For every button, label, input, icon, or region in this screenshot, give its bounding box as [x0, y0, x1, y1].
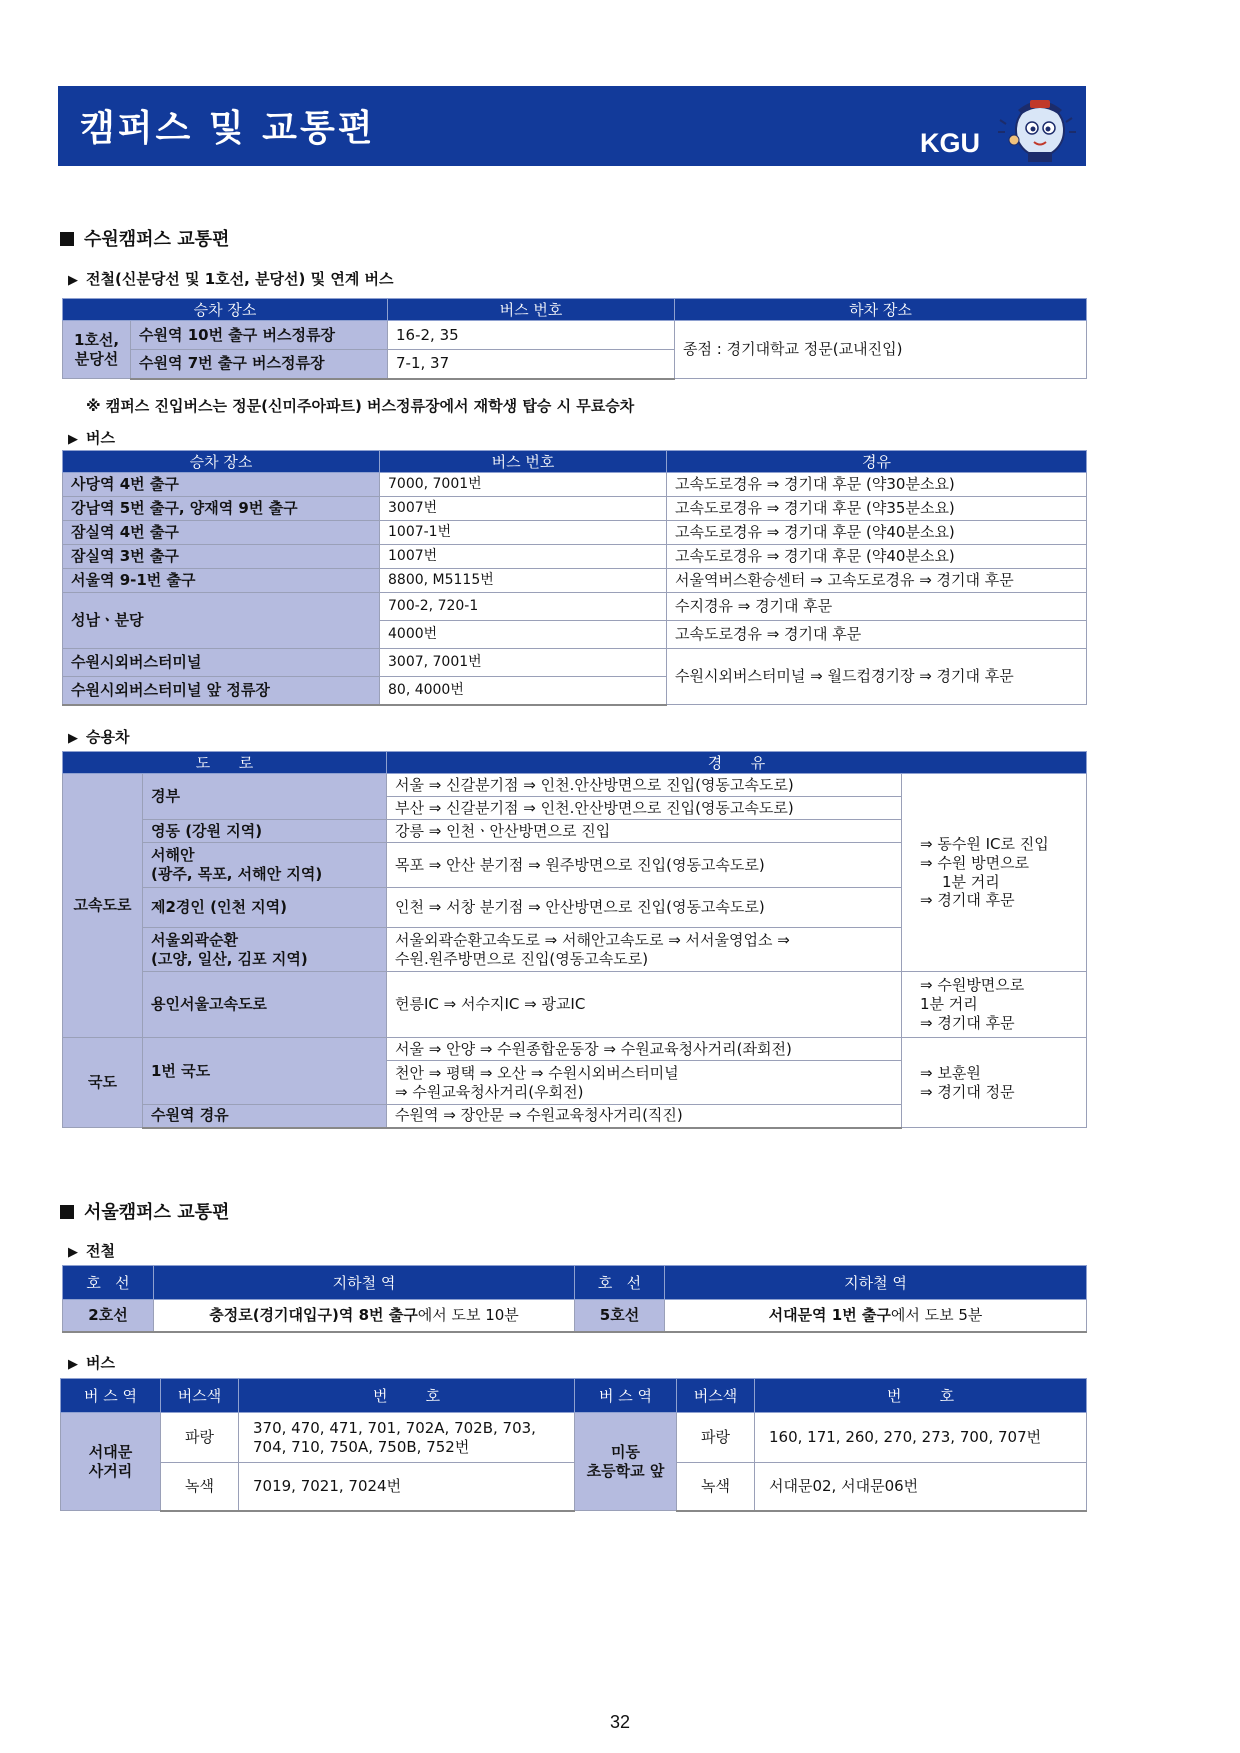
bus-number-cell: 370, 470, 471, 701, 702A, 702B, 703, 704, 710, 750A, 750B, 752번 — [239, 1413, 575, 1463]
route-cell: 서울외곽순환고속도로 ⇒ 서해안고속도로 ⇒ 서서울영업소 ⇒ 수원.원주방면으로 진입(영동고속도로) — [387, 928, 902, 972]
route-cell: 서울 ⇒ 안양 ⇒ 수원종합운동장 ⇒ 수원교육청사거리(좌회전) — [387, 1038, 902, 1061]
suwon-bus-subtitle: ▶ 버스 — [68, 429, 115, 447]
stop-cell: 사당역 4번 출구 — [63, 473, 380, 497]
stop-cell: 수원시외버스터미널 앞 정류장 — [63, 677, 380, 705]
header-road: 도 로 — [63, 752, 387, 774]
national-destination: ⇒ 보훈원 ⇒ 경기대 정문 — [902, 1038, 1087, 1128]
bus-number-cell: 서대문02, 서대문06번 — [755, 1463, 1087, 1511]
bus-color-cell: 파랑 — [677, 1413, 755, 1463]
via-cell: 고속도로경유 ⇒ 경기대 후문 — [667, 621, 1087, 649]
bus-cell: 700-2, 720-1 — [380, 593, 667, 621]
suwon-car-table — [62, 751, 1087, 1129]
header-number: 번 호 — [755, 1379, 1087, 1413]
route-cell: 수원역 ⇒ 장안문 ⇒ 수원교육청사거리(직진) — [387, 1105, 902, 1128]
stop-cell: 잠실역 4번 출구 — [63, 521, 380, 545]
bus-cell: 7-1, 37 — [388, 350, 675, 379]
via-cell: 고속도로경유 ⇒ 경기대 후문 (약40분소요) — [667, 521, 1087, 545]
header-boarding: 승차 장소 — [63, 299, 388, 321]
seoul-section-title: 서울캠퍼스 교통편 — [60, 1198, 229, 1224]
header-line: 호 선 — [63, 1266, 154, 1300]
suwon-subway-subtitle: ▶ 전철(신분당선 및 1호선, 분당선) 및 연계 버스 — [68, 270, 394, 288]
bus-stop-cell: 서대문 사거리 — [61, 1413, 161, 1511]
header-line: 호 선 — [575, 1266, 665, 1300]
stop-cell: 수원역 7번 출구 버스정류장 — [131, 350, 388, 379]
bus-cell: 8800, M5115번 — [380, 569, 667, 593]
seoul-subway-subtitle: ▶ 전철 — [68, 1242, 115, 1260]
highway-label: 고속도로 — [63, 774, 143, 1038]
header-bus-stop: 버 스 역 — [61, 1379, 161, 1413]
road-name: 수원역 경유 — [143, 1105, 387, 1128]
station-cell: 충정로(경기대입구)역 8번 출구에서 도보 10분 — [154, 1300, 575, 1332]
header-bus-color: 버스색 — [161, 1379, 239, 1413]
header-banner — [58, 86, 1086, 166]
header-via: 경유 — [667, 451, 1087, 473]
stop-cell: 서울역 9-1번 출구 — [63, 569, 380, 593]
stop-cell: 강남역 5번 출구, 양재역 9번 출구 — [63, 497, 380, 521]
route-cell: 강릉 ⇒ 인천ㆍ안산방면으로 진입 — [387, 820, 902, 843]
via-cell: 서울역버스환승센터 ⇒ 고속도로경유 ⇒ 경기대 후문 — [667, 569, 1087, 593]
seoul-subway-table — [62, 1265, 1087, 1333]
road-name: 1번 국도 — [143, 1038, 387, 1105]
route-cell: 부산 ⇒ 신갈분기점 ⇒ 인천.안산방면으로 진입(영동고속도로) — [387, 797, 902, 820]
road-name: 서울외곽순환 (고양, 일산, 김포 지역) — [143, 928, 387, 972]
header-station: 지하철 역 — [665, 1266, 1087, 1300]
bus-color-cell: 파랑 — [161, 1413, 239, 1463]
via-cell: 고속도로경유 ⇒ 경기대 후문 (약30분소요) — [667, 473, 1087, 497]
mascot-icon — [994, 90, 1084, 164]
line-cell: 2호선 — [63, 1300, 154, 1332]
via-cell: 고속도로경유 ⇒ 경기대 후문 (약35분소요) — [667, 497, 1087, 521]
header-bus-number: 버스 번호 — [388, 299, 675, 321]
kgu-logo-text: KGU — [920, 128, 980, 158]
suwon-subway-table — [62, 298, 1087, 380]
header-alighting: 하차 장소 — [675, 299, 1087, 321]
road-name: 영동 (강원 지역) — [143, 820, 387, 843]
route-cell: 인천 ⇒ 서창 분기점 ⇒ 안산방면으로 진입(영동고속도로) — [387, 888, 902, 928]
page-number: 32 — [609, 1712, 631, 1732]
road-name: 서해안 (광주, 목포, 서해안 지역) — [143, 843, 387, 888]
bus-number-cell: 160, 171, 260, 270, 273, 700, 707번 — [755, 1413, 1087, 1463]
bus-stop-cell: 미동 초등학교 앞 — [575, 1413, 677, 1511]
via-cell: 수지경유 ⇒ 경기대 후문 — [667, 593, 1087, 621]
bus-cell: 80, 4000번 — [380, 677, 667, 705]
stop-cell: 잠실역 3번 출구 — [63, 545, 380, 569]
route-cell: 천안 ⇒ 평택 ⇒ 오산 ⇒ 수원시외버스터미널 ⇒ 수원교육청사거리(우회전) — [387, 1061, 902, 1105]
line-cell: 5호선 — [575, 1300, 665, 1332]
suwon-car-subtitle: ▶ 승용차 — [68, 728, 130, 746]
header-bus-stop: 버 스 역 — [575, 1379, 677, 1413]
yongin-destination: ⇒ 수원방면으로 1분 거리 ⇒ 경기대 후문 — [902, 972, 1087, 1038]
line-label: 1호선, 분당선 — [63, 321, 131, 379]
header-number: 번 호 — [239, 1379, 575, 1413]
bus-cell: 3007번 — [380, 497, 667, 521]
station-cell: 서대문역 1번 출구에서 도보 5분 — [665, 1300, 1087, 1332]
bus-cell: 1007번 — [380, 545, 667, 569]
free-ride-note: ※ 캠퍼스 진입버스는 정문(신미주아파트) 버스정류장에서 재학생 탑승 시 무료승차 — [86, 397, 635, 415]
bus-cell: 7000, 7001번 — [380, 473, 667, 497]
header-bus-color: 버스색 — [677, 1379, 755, 1413]
header-bus-number: 버스 번호 — [380, 451, 667, 473]
bus-cell: 16-2, 35 — [388, 321, 675, 350]
header-station: 지하철 역 — [154, 1266, 575, 1300]
header-boarding: 승차 장소 — [63, 451, 380, 473]
bus-number-cell: 7019, 7021, 7024번 — [239, 1463, 575, 1511]
bus-cell: 4000번 — [380, 621, 667, 649]
road-name: 경부 — [143, 774, 387, 820]
highway-destination: ⇒ 동수원 IC로 진입 ⇒ 수원 방면으로 1분 거리 ⇒ 경기대 후문 — [902, 774, 1087, 972]
stop-cell: 수원역 10번 출구 버스정류장 — [131, 321, 388, 350]
road-name: 용인서울고속도로 — [143, 972, 387, 1038]
via-cell: 수원시외버스터미널 ⇒ 월드컵경기장 ⇒ 경기대 후문 — [667, 649, 1087, 705]
destination-cell: 종점 : 경기대학교 정문(교내진입) — [675, 321, 1087, 379]
national-road-label: 국도 — [63, 1038, 143, 1128]
route-cell: 서울 ⇒ 신갈분기점 ⇒ 인천.안산방면으로 진입(영동고속도로) — [387, 774, 902, 797]
bus-cell: 3007, 7001번 — [380, 649, 667, 677]
seoul-bus-subtitle: ▶ 버스 — [68, 1354, 115, 1372]
stop-cell: 성남ㆍ분당 — [63, 593, 380, 649]
route-cell: 헌릉IC ⇒ 서수지IC ⇒ 광교IC — [387, 972, 902, 1038]
bus-color-cell: 녹색 — [161, 1463, 239, 1511]
road-name: 제2경인 (인천 지역) — [143, 888, 387, 928]
suwon-section-title: 수원캠퍼스 교통편 — [60, 225, 229, 251]
bus-color-cell: 녹색 — [677, 1463, 755, 1511]
route-cell: 목포 ⇒ 안산 분기점 ⇒ 원주방면으로 진입(영동고속도로) — [387, 843, 902, 888]
page-title: 캠퍼스 및 교통편 — [80, 108, 376, 149]
via-cell: 고속도로경유 ⇒ 경기대 후문 (약40분소요) — [667, 545, 1087, 569]
suwon-bus-table — [62, 450, 1087, 706]
header-route: 경 유 — [387, 752, 1087, 774]
bus-cell: 1007-1번 — [380, 521, 667, 545]
stop-cell: 수원시외버스터미널 — [63, 649, 380, 677]
seoul-bus-table — [60, 1378, 1087, 1512]
